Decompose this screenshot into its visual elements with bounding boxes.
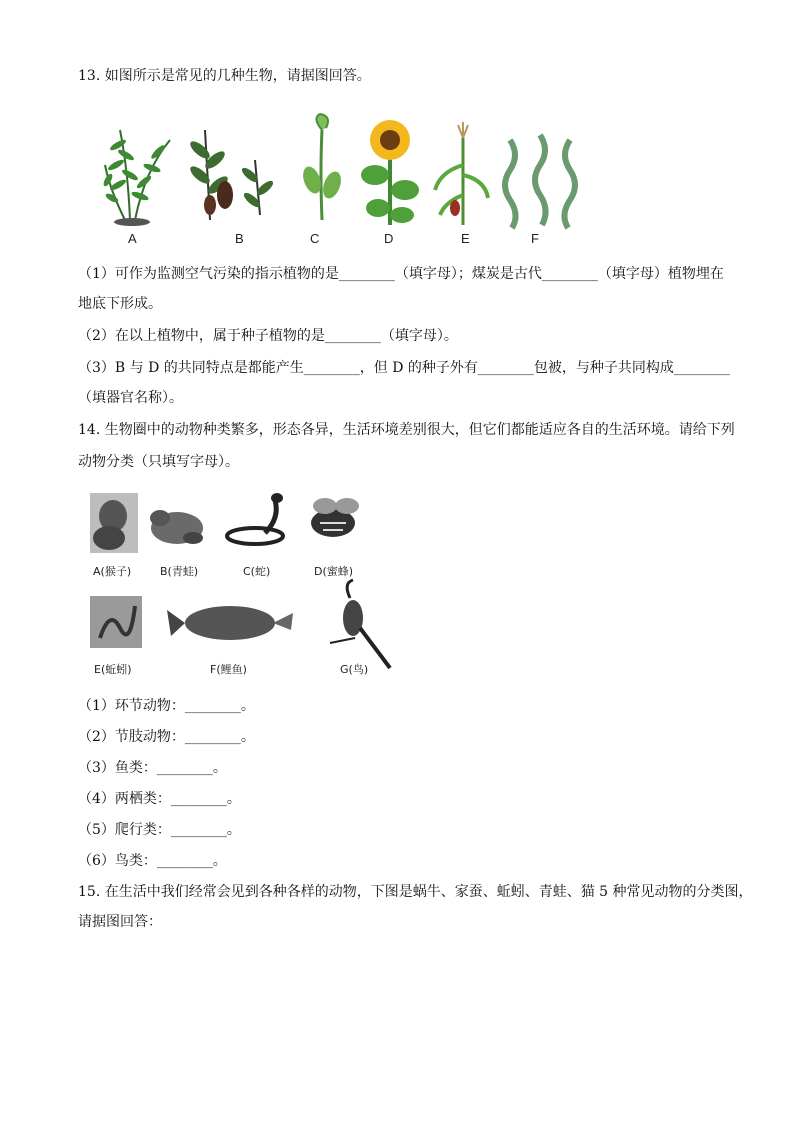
q15-intro-line1: 15. 在生活中我们经常会见到各种各样的动物，下图是蜗牛、家蚕、蚯蚓、青蛙、猫 5 种常见动物的分类图， [78,884,753,900]
corn-plant-e [435,122,488,225]
plant-figure [100,110,580,250]
animal-label-g: G(鸟) [340,663,369,676]
monkey-image-a [90,493,138,553]
plant-label-e: E [461,231,470,246]
animal-figure [85,488,405,678]
animal-label-b: B(青蛙) [160,565,199,578]
bee-image-d [311,498,359,537]
q14-intro-line1: 14. 生物圈中的动物种类繁多，形态各异，生活环境差别很大，但它们都能适应各自的生活环境。请给下列 [78,422,735,438]
q14-item-6: （6）鸟类：________。 [78,853,227,869]
plant-label-d: D [384,231,394,246]
frog-image-b [150,510,203,544]
animal-label-c: C(蛇) [243,565,271,578]
q13-part3-line2: （填器官名称）。 [78,390,183,406]
plant-b [188,130,276,220]
plant-label-c: C [310,231,320,246]
animal-label-a: A(猴子) [93,565,132,578]
q14-item-4: （4）两栖类：________。 [78,791,241,807]
q15-intro-line2: 请据图回答： [78,914,162,930]
animal-label-e: E(蚯蚓) [94,663,132,676]
bird-image-g [330,580,390,668]
q14-item-5: （5）爬行类：________。 [78,822,241,838]
q13-part3-line1: （3）B 与 D 的共同特点是都能产生________，但 D 的种子外有________包被，与种子共同构成________ [78,360,730,376]
q13-part2: （2）在以上植物中，属于种子植物的是________（填字母）。 [78,328,458,344]
plant-label-f: F [531,231,539,246]
sunflower-plant-d [361,120,419,225]
snake-image-c [227,493,283,544]
q13-part1-line2: 地底下形成。 [78,296,162,312]
q14-item-3: （3）鱼类：________。 [78,760,227,776]
algae-plant-f [505,135,575,228]
q13-part1-line1: （1）可作为监测空气污染的指示植物的是________（填字母）；煤炭是古代________（填字母）植物埋在 [78,266,724,282]
plant-label-a: A [128,231,137,246]
animal-label-f: F(鲤鱼) [210,663,247,676]
carp-image-f [167,606,293,640]
q13-intro: 13. 如图所示是常见的几种生物，请据图回答。 [78,68,371,84]
plant-label-b: B [235,231,244,246]
seedling-plant-c [300,114,345,220]
animal-label-d: D(蜜蜂) [314,565,354,578]
earthworm-image-e [90,596,142,648]
q14-intro-line2: 动物分类（只填写字母）。 [78,454,239,470]
fern-plant-a [102,130,170,226]
q14-item-2: （2）节肢动物：________。 [78,729,255,745]
q14-item-1: （1）环节动物：________。 [78,698,255,714]
